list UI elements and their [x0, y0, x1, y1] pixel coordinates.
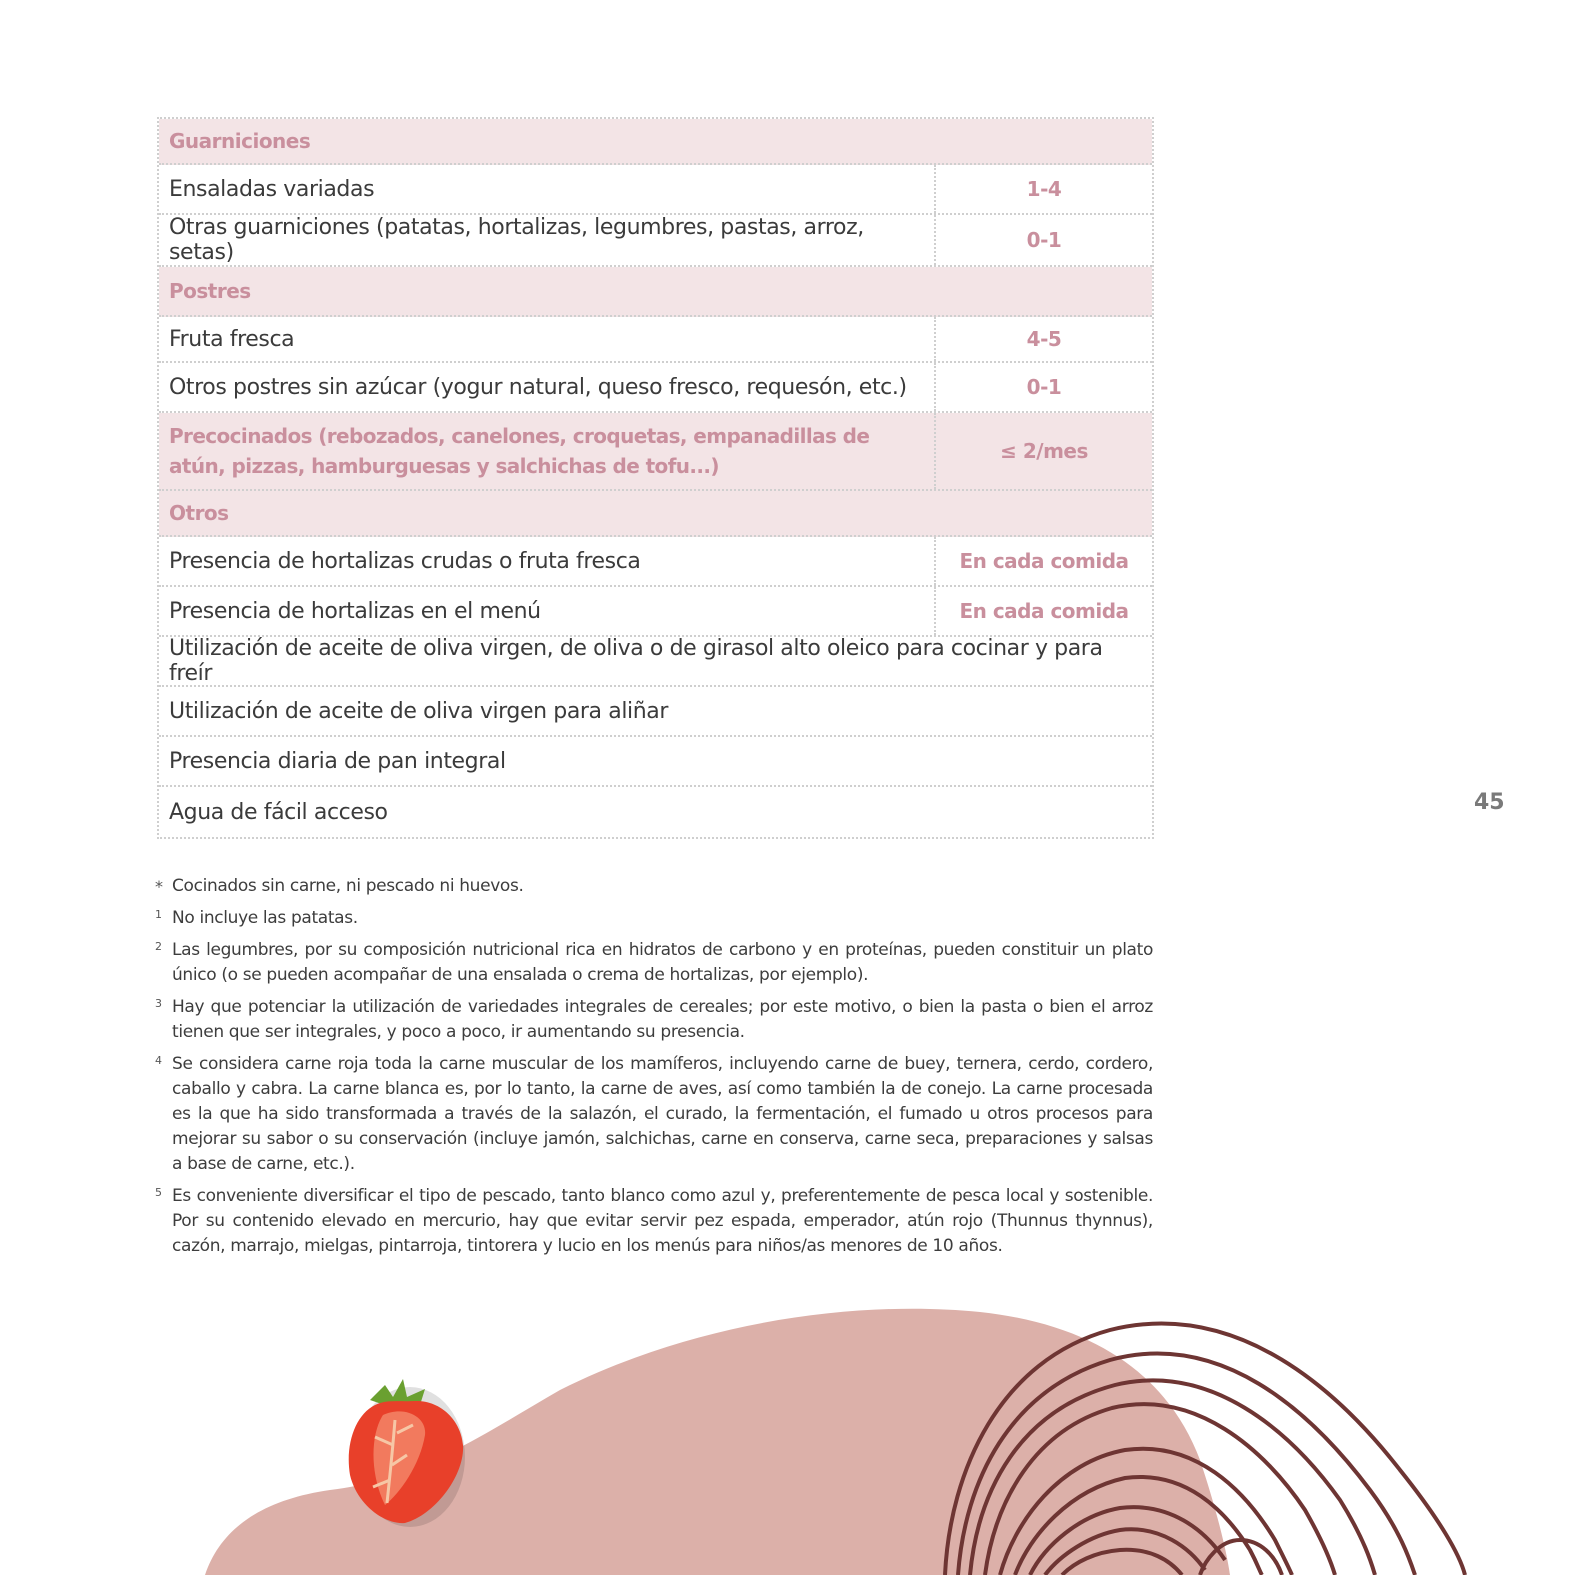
strawberry-icon — [349, 1379, 465, 1527]
table-row-full — [159, 787, 1152, 837]
footnote-text: Es conveniente diversificar el tipo de pescado, tanto blanco como azul y, preferentemente de pesca local y sostenible. Por su contenido elevado en mercurio, hay que evitar servir pez espada, emperador, atún rojo (Thunnus thynnus), cazón, marrajo, mielgas, pintarroja, tintorera y lucio en los menús para niños/as menores de 10 años. — [172, 1186, 1153, 1256]
row-value: ≤ 2/mes — [934, 413, 1152, 489]
table-row — [159, 317, 1152, 363]
footnote — [155, 1184, 1153, 1259]
table-row — [159, 537, 1152, 587]
footnote-mark: 1 — [155, 908, 162, 921]
section-row-otros — [159, 491, 1152, 537]
row-label: Agua de fácil acceso — [169, 799, 388, 825]
footnote — [155, 938, 1153, 988]
table-row — [159, 363, 1152, 413]
page-number: 45 — [1474, 790, 1505, 815]
section-label: Guarniciones — [169, 129, 311, 153]
row-label: Fruta fresca — [169, 326, 295, 352]
row-value: 1-4 — [934, 165, 1152, 213]
row-label: Presencia de hortalizas en el menú — [169, 598, 541, 624]
row-label: Ensaladas variadas — [169, 176, 375, 202]
highlight-row-precocinados — [159, 413, 1152, 491]
section-row-guarniciones — [159, 119, 1152, 165]
footnote-mark: 5 — [155, 1186, 162, 1199]
footnote — [155, 1052, 1153, 1177]
footnote-text: No incluye las patatas. — [172, 908, 358, 928]
footnote-mark: * — [155, 877, 163, 896]
footnote-text: Se considera carne roja toda la carne muscular de los mamíferos, incluyendo carne de buey, ternera, cerdo, cordero, caballo y cabra. La carne blanca es, por lo tanto, la carne de aves, así como también la de conejo. La carne procesada es la que ha sido transformada a través de la salazón, el curado, la fermentación, el fumado u otros procesos para mejorar su sabor o su conservación (incluye jamón, salchichas, carne en conserva, carne seca, preparaciones y salsas a base de carne, etc.). — [172, 1054, 1153, 1174]
row-label: Presencia diaria de pan integral — [169, 748, 506, 774]
table-row-full — [159, 637, 1152, 687]
row-value: 0-1 — [934, 215, 1152, 265]
footnote — [155, 995, 1153, 1045]
row-label: Utilización de aceite de oliva virgen para aliñar — [169, 698, 669, 724]
table-row — [159, 215, 1152, 267]
row-value: En cada comida — [934, 537, 1152, 585]
footnote-text: Hay que potenciar la utilización de variedades integrales de cereales; por este motivo, o bien la pasta o bien el arroz tienen que ser integrales, y poco a poco, ir aumentando su presencia. — [172, 997, 1153, 1042]
decorative-illustration — [0, 1290, 1575, 1575]
row-value: En cada comida — [934, 587, 1152, 635]
footnote — [155, 874, 1153, 899]
section-label: Postres — [169, 279, 251, 303]
footnotes — [155, 874, 1153, 1266]
row-label: Utilización de aceite de oliva virgen, de oliva o de girasol alto oleico para cocinar y para freír — [169, 636, 1103, 686]
table-row-full — [159, 737, 1152, 787]
row-label: Otras guarniciones (patatas, hortalizas, legumbres, pastas, arroz, setas) — [169, 215, 864, 265]
table-row — [159, 165, 1152, 215]
footnote — [155, 906, 1153, 931]
footnote-mark: 2 — [155, 940, 162, 953]
footnote-text: Cocinados sin carne, ni pescado ni huevos. — [172, 876, 524, 896]
row-label: Presencia de hortalizas crudas o fruta fresca — [169, 548, 641, 574]
row-label: Otros postres sin azúcar (yogur natural, queso fresco, requesón, etc.) — [169, 374, 907, 400]
section-row-postres — [159, 267, 1152, 317]
row-label: Precocinados (rebozados, canelones, croquetas, empanadillas de atún, pizzas, hamburguesas y salchichas de tofu...) — [169, 424, 870, 478]
row-value: 0-1 — [934, 363, 1152, 411]
footnote-text: Las legumbres, por su composición nutricional rica en hidratos de carbono y en proteínas, pueden constituir un plato único (o se pueden acompañar de una ensalada o crema de hortalizas, por ejemplo). — [172, 940, 1153, 985]
row-value: 4-5 — [934, 317, 1152, 361]
table-row-full — [159, 687, 1152, 737]
footnote-mark: 4 — [155, 1054, 162, 1067]
section-label: Otros — [169, 501, 229, 525]
menu-frequency-table — [157, 117, 1154, 839]
table-row — [159, 587, 1152, 637]
footnote-mark: 3 — [155, 997, 162, 1010]
